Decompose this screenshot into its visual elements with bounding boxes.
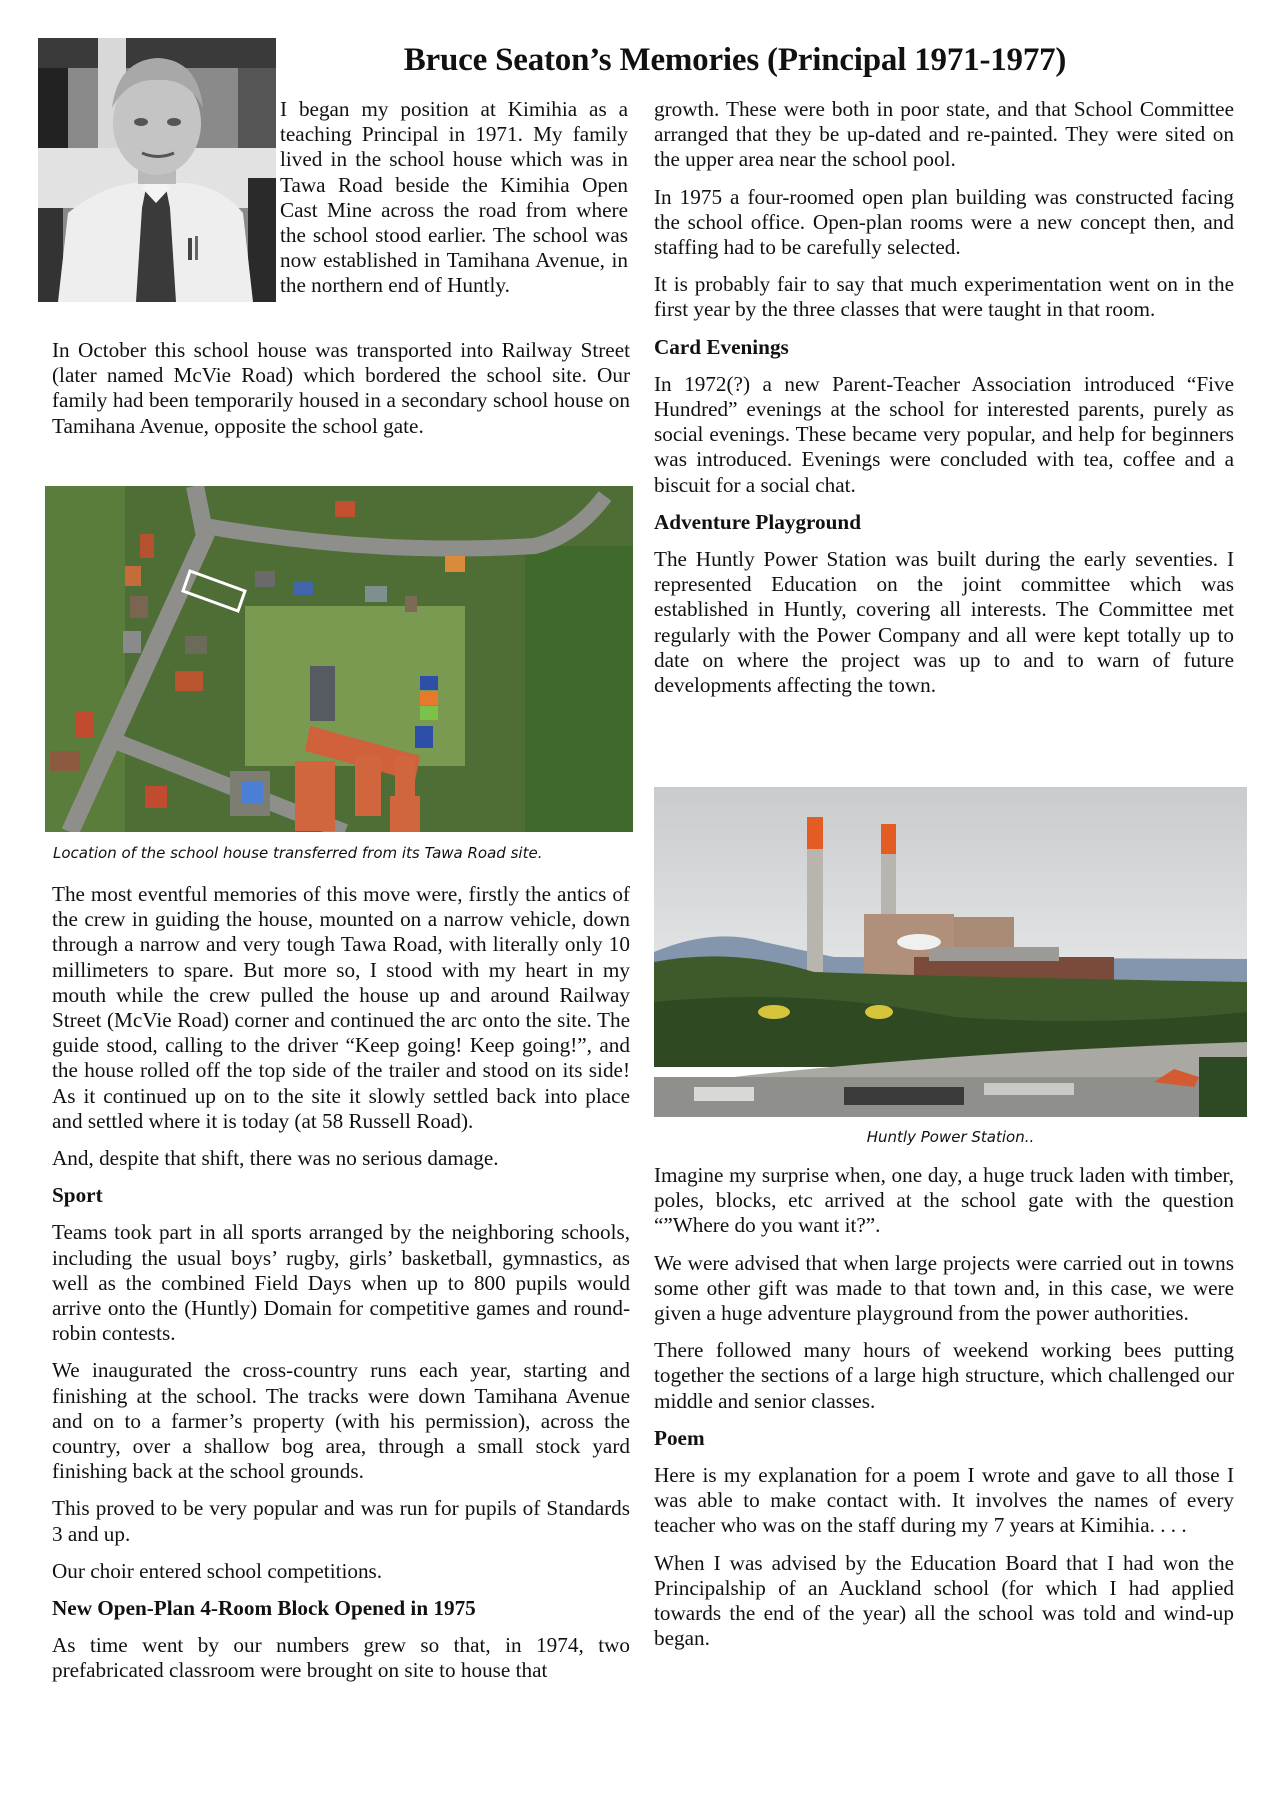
paragraph-poem-explanation: Here is my explanation for a poem I wrote and gave to all those I was able to make contact with. It involves the names of every teacher who was on the staff during my 7 years at Kimihia. . . . <box>654 1463 1234 1538</box>
aerial-map-image <box>45 486 633 832</box>
paragraph-eventful-memories: The most eventful memories of this move were, firstly the antics of the crew in guiding the house, mounted on a narrow vehicle, down through a narrow and very tough Tawa Road, with literally only 10 millimeters to spare. But more so, I stood with my heart in my mouth while the crew pulled the house up and around Railway Street (McVie Road) corner and continued the arc onto the site. The guide stood, calling to the driver “Keep going! Keep going!”, and the house rolled off the top side of the trailer and stood on its side! As it continued up on to the site it slowly settled back into place and settled where it is today (at 58 Russell Road). <box>52 882 630 1133</box>
right-column-bottom <box>654 1163 1234 1663</box>
paragraph-open-plan-building: In 1975 a four-roomed open plan building was constructed facing the school office. Open-plan rooms were a new concept then, and staffing had to be carefully selected. <box>654 184 1234 260</box>
left-column-bottom <box>52 882 630 1696</box>
paragraph-gift-playground: We were advised that when large projects were carried out in towns some other gift was made to that town and, in this case, we were given a huge adventure playground from the power authorities. <box>654 1250 1234 1326</box>
paragraph-five-hundred: In 1972(?) a new Parent-Teacher Association introduced “Five Hundred” evenings at the school for interested parents, purely as social evenings. These became very popular, and help for beginners was introduced. Evenings were concluded with tea, coffee and a biscuit for a social chat. <box>654 371 1234 497</box>
heading-sport: Sport <box>52 1183 103 1208</box>
heading-card-evenings: Card Evenings <box>654 334 789 359</box>
paragraph-power-station: The Huntly Power Station was built during the early seventies. I represented Education on the joint committee which was established in Huntly, covering all interests. The Committee met regularly with the Power Company and all were kept totally up to date on where the project was up to and to warn of future developments affecting the town. <box>654 547 1234 698</box>
heading-adventure-playground: Adventure Playground <box>654 509 862 534</box>
paragraph-popular: This proved to be very popular and was run for pupils of Standards 3 and up. <box>52 1496 630 1546</box>
paragraph-growth: growth. These were both in poor state, and that School Committee arranged that they be up-dated and re-painted. They were sited on the upper area near the school pool. <box>654 97 1234 172</box>
power-caption-block <box>654 1127 1247 1147</box>
left-column-top <box>52 338 630 451</box>
paragraph-prefab-classrooms: As time went by our numbers grew so that, in 1974, two prefabricated classroom were brought on site to house that <box>52 1633 630 1683</box>
paragraph-experimentation: It is probably fair to say that much experimentation went on in the first year by the three classes that were taught in that room. <box>654 272 1234 322</box>
map-caption: Location of the school house transferred from its Tawa Road site. <box>53 844 543 862</box>
portrait-photo <box>38 38 276 302</box>
power-station-caption: Huntly Power Station.. <box>866 1128 1035 1146</box>
page-title: Bruce Seaton’s Memories (Principal 1971-1977) <box>403 42 1067 78</box>
heading-open-plan-block: New Open-Plan 4-Room Block Opened in 1975 <box>52 1596 476 1621</box>
paragraph-working-bees: There followed many hours of weekend working bees putting together the sections of a large high structure, which challenged our middle and senior classes. <box>654 1338 1234 1413</box>
paragraph-no-damage: And, despite that shift, there was no serious damage. <box>52 1146 499 1171</box>
heading-poem: Poem <box>654 1425 705 1450</box>
paragraph-choir: Our choir entered school competitions. <box>52 1558 383 1583</box>
paragraph-sport-teams: Teams took part in all sports arranged by the neighboring schools, including the usual boys’ rugby, girls’ basketball, gymnastics, as well as the combined Field Days when up to 800 pupils would arrive onto the (Huntly) Domain for competitive games and round-robin contests. <box>52 1220 630 1346</box>
paragraph-truck-surprise: Imagine my surprise when, one day, a huge truck laden with timber, poles, blocks, etc arrived at the school gate with the question “”Where do you want it?”. <box>654 1163 1234 1238</box>
paragraph-school-house-move: In October this school house was transported into Railway Street (later named McVie Road) which bordered the school site. Our family had been temporarily housed in a secondary school house on Tamihana Avenue, opposite the school gate. <box>52 338 630 438</box>
paragraph-auckland-principalship: When I was advised by the Education Board that I had won the Principalship of an Auckland school (for which I had applied towards the end of the year) all the school was told and wind-up began. <box>654 1550 1234 1651</box>
intro-paragraph: I began my position at Kimihia as a teaching Principal in 1971. My family lived in the school house which was in Tawa Road beside the Kimihia Open Cast Mine across the road from where the school stood earlier. The school was now established in Tamihana Avenue, in the northern end of Huntly. <box>280 97 628 298</box>
intro-paragraph-block <box>280 97 628 311</box>
right-column-top <box>654 97 1234 710</box>
map-caption-block <box>48 843 633 863</box>
paragraph-cross-country: We inaugurated the cross-country runs each year, starting and finishing at the school. The tracks were down Tamihana Avenue and on to a farmer’s property (with his permission), across the country, over a shallow bog area, through a small stock yard finishing back at the school grounds. <box>52 1358 630 1484</box>
power-station-photo <box>654 787 1247 1117</box>
